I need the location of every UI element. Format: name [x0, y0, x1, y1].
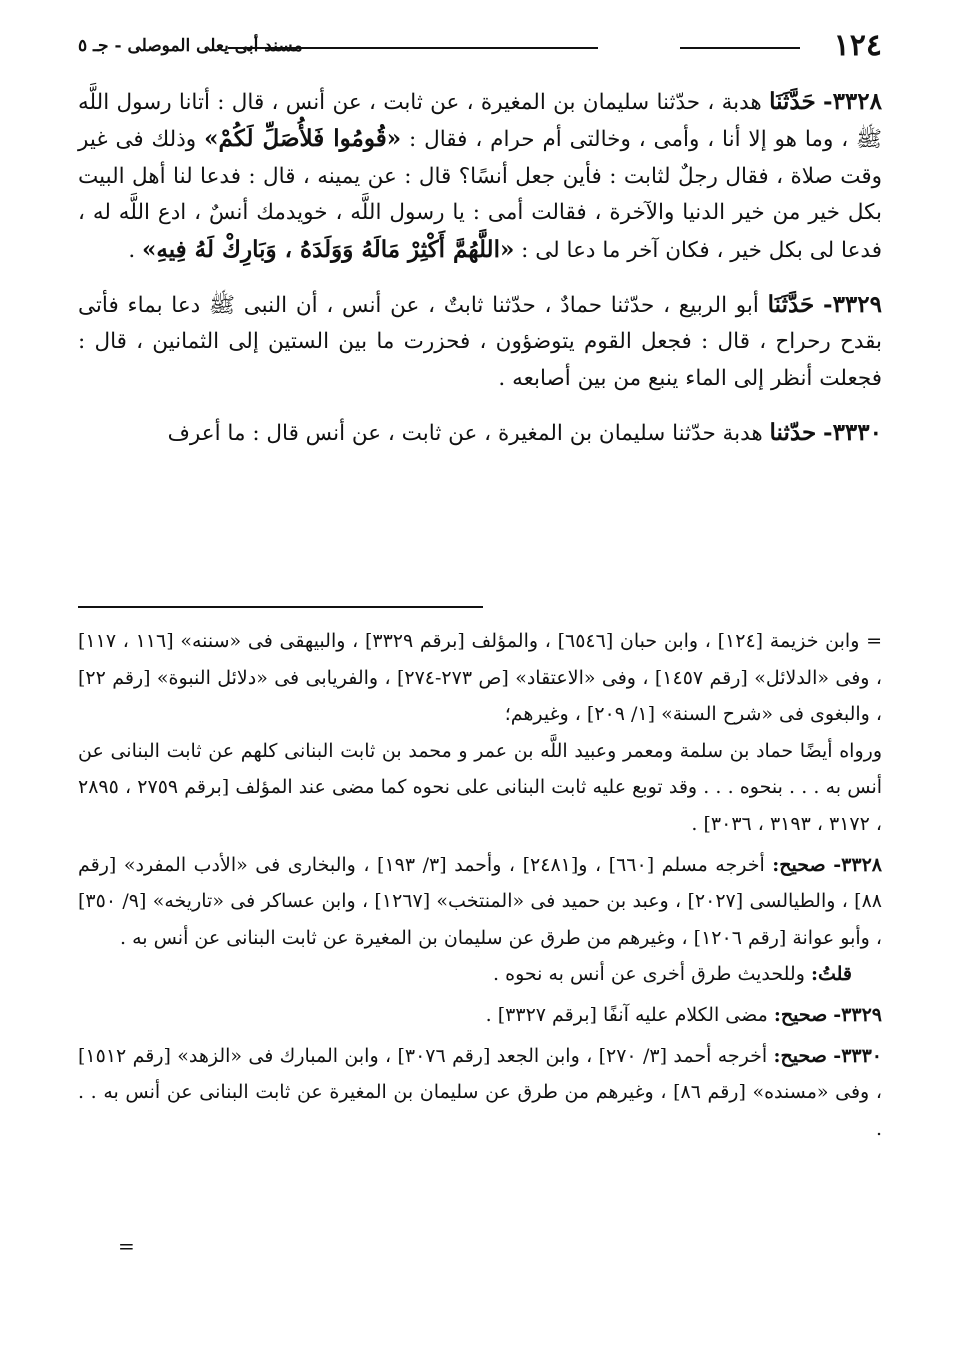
hadith-text: وذلك فى غير وقت صلاة ، فقال رجلٌ لثابت : فأين جعل أنسًا؟ قال : عن يمينه ، قال : فدعا لنا أهل البيت بكل خير من خير الدنيا والآخرة ، فقالت أمى : يا رسول اللَّه ، خويدمك أنسٌ ، ادع اللَّه له ، فدعا لى بكل خير ، فكان آخر ما دعا لى :: [78, 127, 882, 263]
hadith-3330: [78, 415, 882, 452]
footnote-text: مضى الكلام عليه آنفًا [برقم ٣٣٢٧] .: [485, 1003, 774, 1026]
hadith-opening: حَدَّثَنَا: [769, 88, 816, 115]
footnote-text: ورواه أيضًا حماد بن سلمة ومعمر وعبيد اللَّه بن عمر و محمد بن ثابت البنانى كلهم عن ثابت البنانى عن أنس به . . . بنحوه . . . وقد توبع عليه ثابت البنانى على نحوه كما مضى عند المؤلف [برقم ٢٧٥٩ ، ٢٨٩٥ ، ٣١٧٢ ، ٣١٩٣ ، ٣٠٣٦] .: [78, 739, 883, 835]
hadith-number: ٣٣٢٩-: [823, 291, 882, 319]
hadith-text: .: [128, 237, 143, 263]
hadith-3329: [78, 287, 882, 397]
running-title: مسند أبى يعلى الموصلى - جـ ٥: [78, 36, 303, 56]
main-text: [78, 84, 882, 471]
hadith-opening: حَدَّثَنَا: [767, 291, 815, 319]
footnote-note: [78, 956, 882, 993]
footnote-grade: صحيح:: [773, 1044, 827, 1067]
footnote-continuation: [78, 623, 882, 843]
footnote-number: ٣٣٢٩-: [833, 1003, 882, 1026]
hadith-text: هدبة حدّثنا سليمان بن المغيرة ، عن ثابت ، عن أنس قال : ما أعرف: [167, 421, 763, 447]
footnote-text: وابن خزيمة [١٢٤] ، وابن حبان [٦٥٤٦] ، والمؤلف [برقم ٣٣٢٩] ، والبيهقى فى «سننه» [١١٦ ، ١١٧] ، وفى «الدلائل» [رقم ١٤٥٧] ، وفى «الاعتقاد» [ص ٢٧٣-٢٧٤] ، والفريابى فى «دلائل النبوة» [رقم ٢٢] ، والبغوى فى «شرح السنة» [١/ ٢٠٩] ، وغيرهم؛: [78, 630, 882, 726]
page-header: [78, 28, 882, 68]
prophetic-quote: «قُومُوا فَلأُصَلِّ لَكُمْ»: [204, 125, 402, 153]
hadith-number: ٣٣٣٠-: [823, 419, 882, 447]
hadith-number: ٣٣٢٨-: [823, 88, 882, 115]
note-text: وللحديث طرق أخرى عن أنس به نحوه .: [493, 963, 811, 986]
footnote-text: أخرجه أحمد [٣/ ٢٧٠] ، وابن الجعد [رقم ٣٠٧٦] ، وابن المبارك فى «الزهد» [رقم ١٥١٢] ، وفى «مسنده» [رقم ٨٦] ، وغيرهم من طرق عن سليمان بن المغيرة عن ثابت البنانى عن أنس به . . .: [78, 1044, 882, 1140]
continues-mark: =: [118, 1234, 135, 1258]
prophetic-quote: «اللَّهُمَّ أَكْثِرْ مَالَهُ وَوَلَدَهُ ، وَبَارِكْ لَهُ فِيهِ»: [142, 235, 515, 263]
note-label: قلتُ:: [810, 963, 852, 986]
footnote-separator: [78, 606, 483, 608]
page-number: ١٢٤: [833, 28, 882, 63]
footnote-number: ٣٣٢٨-: [833, 853, 882, 876]
footnote-number: ٣٣٣٠-: [833, 1044, 883, 1067]
footnotes: [78, 623, 882, 1151]
footnote-3330: [78, 1038, 882, 1148]
hadith-opening: حدّثنا: [769, 419, 817, 447]
header-rule-right: [680, 47, 800, 49]
hadith-text: أبو الربيع ، حدّثنا حمادٌ ، حدّثنا ثابتٌ ، عن أنس ، أن النبى ﷺ دعا بماء فأتى بقدح رحراح ، قال : فجعل القوم يتوضؤون ، فحزرت ما بين الستين إلى الثمانين ، قال : فجعلت أنظر إلى الماء ينبع من بين أصابعه .: [78, 293, 882, 391]
footnote-3328: [78, 847, 882, 993]
footnote-grade: صحيح:: [773, 1003, 828, 1026]
footnote-3329: [78, 997, 882, 1034]
hadith-3328: [78, 84, 882, 269]
footnote-text: أخرجه مسلم [٦٦٠] ، و[٢٤٨١] ، وأحمد [٣/ ١٩٣] ، والبخارى فى «الأدب المفرد» [رقم ٨٨] ، والطيالسى [٢٠٢٧] ، وعبد بن حميد فى «المنتخب» [١٢٦٧] ، وابن عساكر فى «تاريخه» [٩/ ٣٥٠] ، وأبو عوانة [رقم ١٢٠٦] ، وغيرهم من طرق عن سليمان بن المغيرة عن ثابت البنانى عن أنس به .: [78, 853, 883, 949]
hadith-text: هدبة ، حدّثنا سليمان بن المغيرة ، عن ثابت ، عن أنس ، قال : أتانا رسول اللَّه ﷺ ، وما هو إلا أنا ، وأمى ، وخالتى أم حرام ، فقال :: [78, 90, 883, 153]
footnote-grade: صحيح:: [772, 853, 826, 876]
continuation-mark: =: [859, 630, 883, 652]
